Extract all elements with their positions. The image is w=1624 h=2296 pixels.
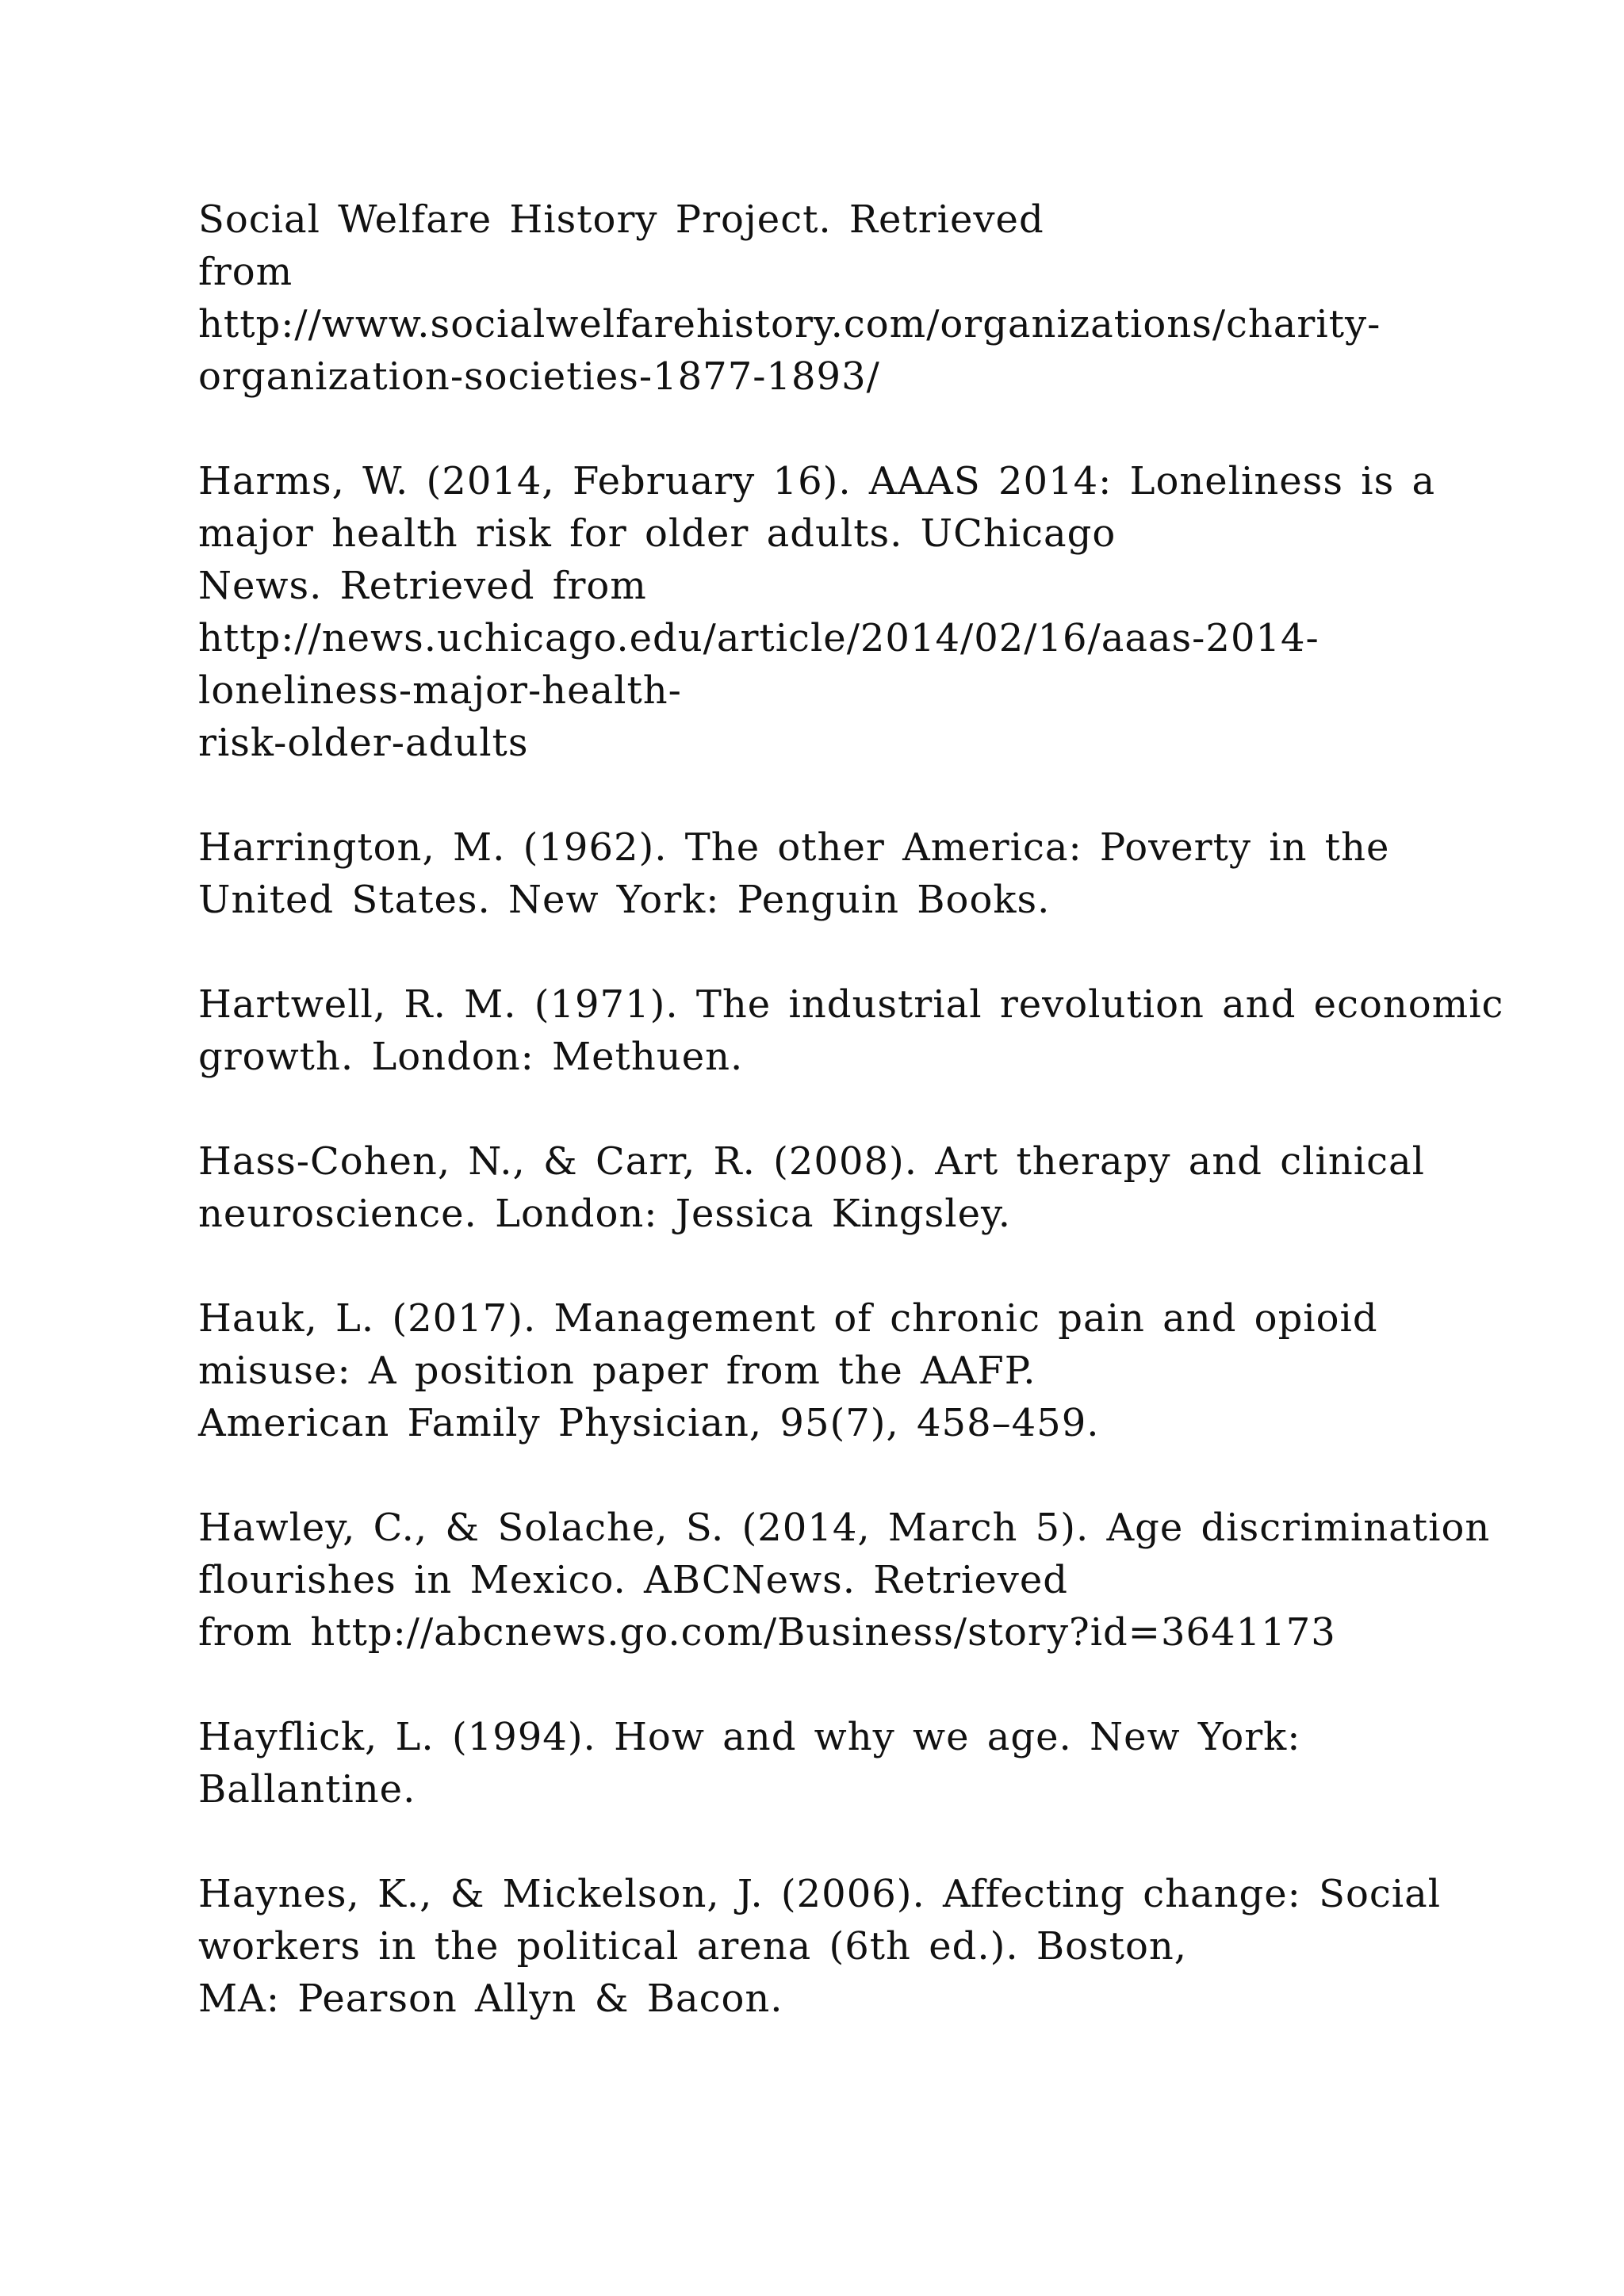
reference-line: neuroscience. London: Jessica Kingsley.: [198, 1192, 1011, 1236]
reference-line: from: [198, 250, 293, 294]
reference-line: United States. New York: Penguin Books.: [198, 878, 1051, 922]
reference-line: Haynes, K., & Mickelson, J. (2006). Affecting change: Social: [198, 1872, 1442, 1916]
reference-url-line: from http://abcnews.go.com/Business/story?id=3641173: [198, 1610, 1336, 1655]
reference-line: Hayflick, L. (1994). How and why we age. New York:: [198, 1715, 1301, 1759]
reference-url-line: http://www.socialwelfarehistory.com/organizations/charity-: [198, 302, 1381, 346]
reference-line: major health risk for older adults. UChicago: [198, 511, 1116, 556]
reference-line: flourishes in Mexico. ABCNews. Retrieved: [198, 1558, 1069, 1602]
reference-line: Social Welfare History Project. Retrieved: [198, 197, 1044, 242]
reference-line: MA: Pearson Allyn & Bacon.: [198, 1976, 783, 2021]
reference-line: News. Retrieved from: [198, 564, 647, 608]
reference-line: Harrington, M. (1962). The other America: Poverty in the: [198, 825, 1390, 870]
reference-entry-hass-cohen-2008: [198, 1135, 1546, 1240]
reference-line: Hass-Cohen, N., & Carr, R. (2008). Art therapy and clinical: [198, 1139, 1425, 1184]
reference-entry-hayflick-1994: [198, 1711, 1546, 1816]
reference-line: misuse: A position paper from the AAFP.: [198, 1349, 1036, 1393]
reference-line: growth. London: Methuen.: [198, 1035, 744, 1079]
reference-entry-harms-2014: [198, 455, 1546, 769]
reference-line: Hartwell, R. M. (1971). The industrial revolution and economic: [198, 982, 1504, 1027]
reference-entry-hartwell-1971: [198, 978, 1546, 1083]
reference-entry-hauk-2017: [198, 1292, 1546, 1449]
reference-entry-hawley-2014: [198, 1502, 1546, 1659]
reference-entry-haynes-2006: [198, 1868, 1546, 2025]
reference-url-line: http://news.uchicago.edu/article/2014/02/16/aaas-2014-: [198, 616, 1320, 660]
reference-url-line: risk-older-adults: [198, 721, 529, 765]
reference-url-line: loneliness-major-health-: [198, 668, 682, 713]
reference-entry-social-welfare-history-project: [198, 193, 1546, 403]
reference-entry-harrington-1962: [198, 821, 1546, 926]
reference-list: [198, 193, 1546, 2077]
reference-url-line: organization-societies-1877-1893/: [198, 354, 880, 399]
reference-line: American Family Physician, 95(7), 458–459.: [198, 1401, 1100, 1445]
reference-line: Hauk, L. (2017). Management of chronic pain and opioid: [198, 1296, 1378, 1341]
reference-line: Ballantine.: [198, 1767, 416, 1812]
reference-line: workers in the political arena (6th ed.). Boston,: [198, 1924, 1188, 1969]
reference-line: Hawley, C., & Solache, S. (2014, March 5). Age discrimination: [198, 1506, 1491, 1550]
reference-line: Harms, W. (2014, February 16). AAAS 2014: Loneliness is a: [198, 459, 1436, 503]
